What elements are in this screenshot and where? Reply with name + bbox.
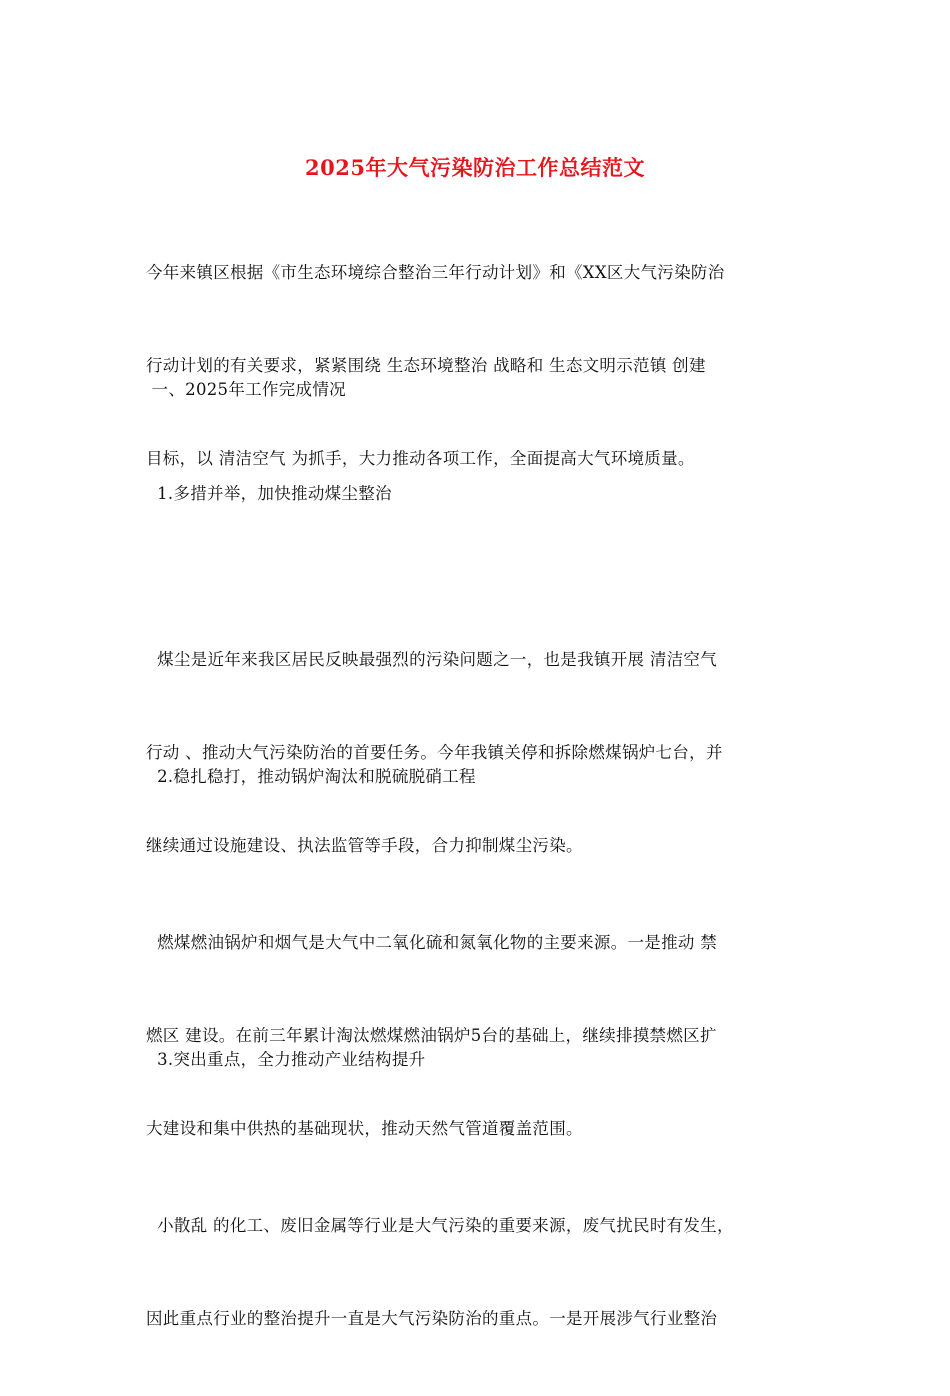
document-title: 2025年大气污染防治工作总结范文 — [305, 155, 645, 180]
paragraph-line: 燃煤燃油锅炉和烟气是大气中二氧化硫和氮氧化物的主要来源。一是推动 禁 — [146, 933, 718, 952]
paragraph-line: 煤尘是近年来我区居民反映最强烈的污染问题之一，也是我镇开展 清洁空气 — [146, 650, 718, 669]
intro-line: 目标，以 清洁空气 为抓手，大力推动各项工作，全面提高大气环境质量。 — [146, 449, 695, 468]
intro-line: 今年来镇区根据《市生态环境综合整治三年行动计划》和《XX区大气污染防治 — [146, 263, 725, 282]
paragraph-line: 继续通过设施建设、执法监管等手段，合力抑制煤尘污染。 — [146, 836, 583, 855]
section-heading: 一、2025年工作完成情况 — [146, 380, 346, 399]
paragraph-line: 行动 、推动大气污染防治的首要任务。今年我镇关停和拆除燃煤锅炉七台，并 — [146, 743, 723, 762]
item-heading-1: 1.多措并举，加快推动煤尘整治 — [146, 484, 392, 503]
item-paragraph-3 — [146, 1148, 811, 1396]
item-heading-2: 2.稳扎稳打，推动锅炉淘汰和脱硫脱硝工程 — [146, 767, 476, 786]
paragraph-line: 因此重点行业的整治提升一直是大气污染防治的重点。一是开展涉气行业整治 — [146, 1309, 718, 1328]
item-heading-3: 3.突出重点，全力推动产业结构提升 — [146, 1050, 426, 1069]
paragraph-line: 小散乱 的化工、废旧金属等行业是大气污染的重要来源，废气扰民时有发生， — [146, 1216, 734, 1235]
paragraph-line: 大建设和集中供热的基础现状，推动天然气管道覆盖范围。 — [146, 1119, 583, 1138]
paragraph-line: 燃区 建设。在前三年累计淘汰燃煤燃油锅炉5台的基础上，继续排摸禁燃区扩 — [146, 1026, 717, 1045]
intro-line: 行动计划的有关要求，紧紧围绕 生态环境整治 战略和 生态文明示范镇 创建 — [146, 356, 706, 375]
